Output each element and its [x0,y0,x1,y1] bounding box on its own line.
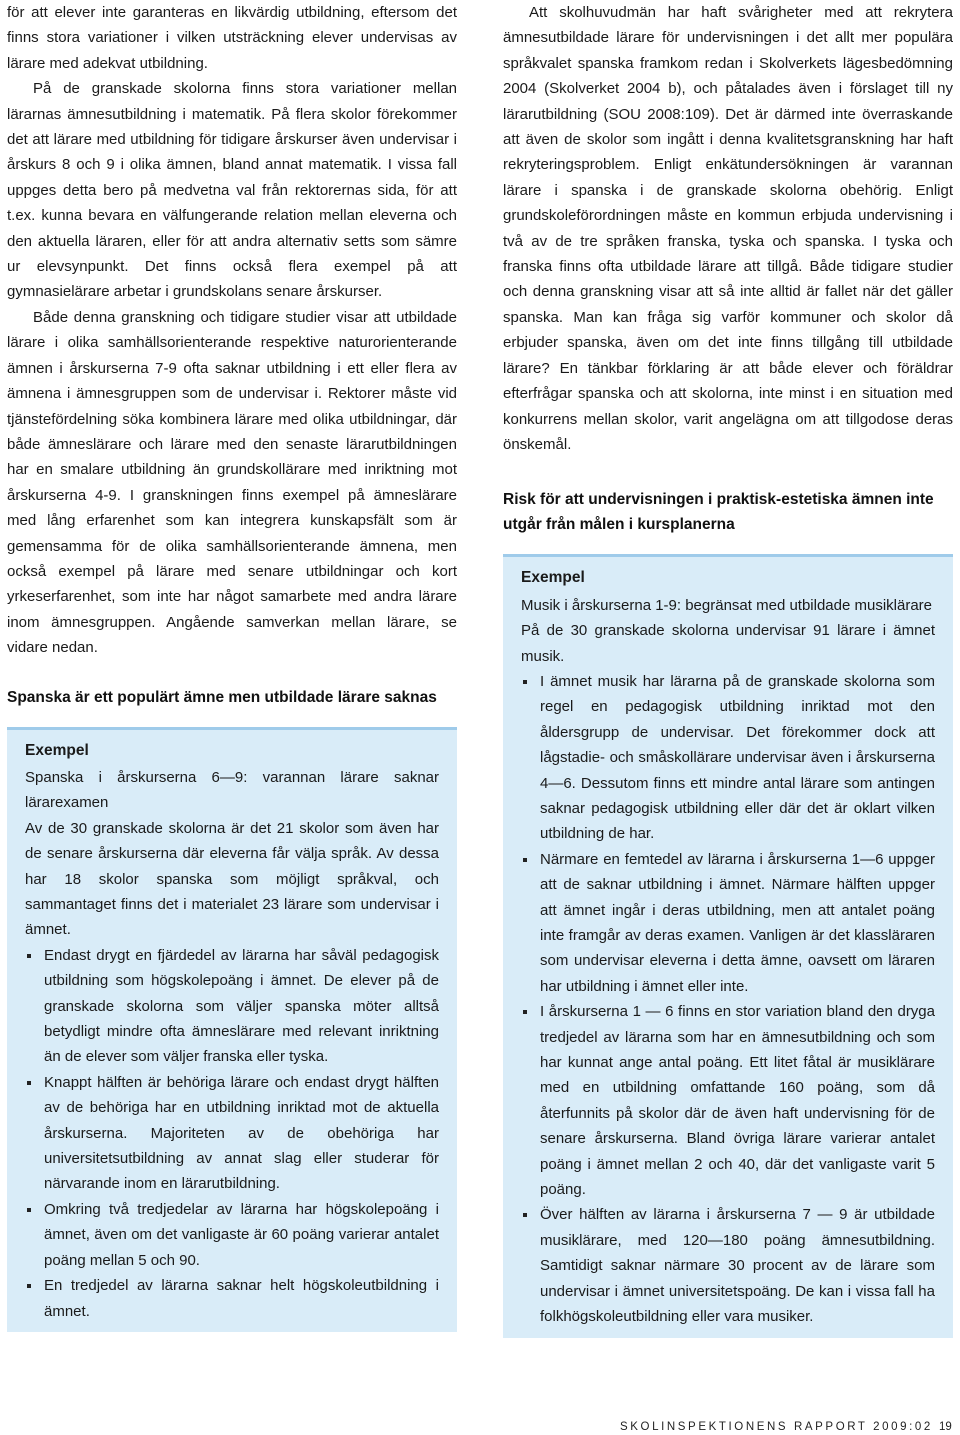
bullet-list [521,669,935,1330]
list-item: En tredjedel av lärarna saknar helt högskoleutbildning i ämnet. [25,1273,439,1324]
example-intro: Av de 30 granskade skolorna är det 21 skolor som även har de senare årskurserna där eleverna får välja språk. Av dessa har 18 skolor spanska som möjligt språkval, och sammantaget finns det i materialet 23 lärare som undervisar i ämnet. [25,819,439,939]
paragraph: Att skolhuvudmän har haft svårigheter med att rekrytera ämnesutbildade lärare för undervisningen i det allt mer populära språkvalet spanska framkom redan i Skolverkets lägesbedömning 2004 (Skolverket 2004 b), och påtalades även i förslaget till ny lärarutbildning (SOU 2008:109). Det är därmed inte överraskande att även de skolor som ingått i denna kvalitetsgranskning har haft rekryteringsproblem. Enligt enkätundersökningen är varannan lärare i spanska i de granskade skolorna obehörig. Enligt grundskoleförordningen måste en kommun erbjuda undervisning i två av de tre språken franska, tyska och spanska. I tyska och franska finns ofta utbildade lärare att tillgå. Både tidigare studier och denna granskning visar att så inte alltid är fallet när det gäller spanska. Man kan fråga sig varför kommuner och skolor då erbjuder spanska, även om det inte finns tillgång till utbildade lärare? En tänkbar förklaring är att både elever och föräldrar efterfrågar spanska och att skolorna, inte minst i en situation med konkurrens mellan skolor, varit angelägna om att tillgodose deras önskemål. [503,4,953,453]
example-label: Exempel [25,741,89,759]
section-heading: Spanska är ett populärt ämne men utbildade lärare saknas [7,688,437,706]
list-item: Knappt hälften är behöriga lärare och endast drygt hälften av de behöriga har en utbildning inriktad mot de aktuella årskurserna. Majoriteten av de obehöriga har universitetsutbildning av annat slag eller studerar för närvarande inom en lärarutbildning. [25,1070,439,1197]
list-item: Omkring två tredjedelar av lärarna har högskolepoäng i ämnet, även om det vanligaste är 60 poäng varierar antalet poäng mellan 5 och 90. [25,1197,439,1273]
paragraph: På de granskade skolorna finns stora variationer mellan lärarnas ämnesutbildning i matematik. På flera skolor förekommer det att lärare med utbildning för tidigare årskurser även undervisar i årskurs 8 och 9 i olika ämnen, bland annat matematik. I vissa fall uppges detta bero på medvetna val från rektorernas sida, för att t.ex. kunna bevara en välfungerande relation mellan eleverna och den aktuella läraren, eller för att andra alternativ setts som sämre ur elevsynpunkt. Det finns också flera exempel på att gymnasielärare arbetar i grundskolans senare årskurser. [7,80,457,301]
example-box [7,727,457,1332]
left-column [7,0,457,1332]
list-item: I årskurserna 1 — 6 finns en stor variation bland den dryga tredjedel av lärarna som har en ämnesutbildning och som har kunnat ange antal poäng. Ett litet fåtal är musiklärare med en utbildning omfattande 160 poäng, som då återfunnits på skolor där de även haft undervisning för de senare årskurserna. Bland övriga lärare varierar antalet poäng i ämnet mellan 2 och 40, där det vanligaste varit 5 poäng. [521,999,935,1202]
example-title: Spanska i årskurserna 6—9: varannan lärare saknar lärarexamen [25,768,439,812]
list-item: Närmare en femtedel av lärarna i årskurserna 1—6 uppger att de saknar utbildning i ämnet. Närmare hälften uppger att ämnet ingår i deras utbildning, men att antalet poäng inte framgår av deras examen. Vanligen är det klassläraren som undervisar eleverna i detta ämne, oavsett om läraren har utbildning i ämnet eller inte. [521,847,935,999]
list-item: Endast drygt en fjärdedel av lärarna har såväl pedagogisk utbildning som högskolepoäng i ämnet. De elever på de granskade skolorna som väljer spanska möter alltså betydligt mindre ofta ämneslärare med relevant inriktning än de elever som väljer franska eller tyska. [25,943,439,1070]
list-item: Över hälften av lärarna i årskurserna 7 — 9 är utbildade musiklärare, med 120—180 poäng ämnesutbildning. Samtidigt saknar närmare 30 procent av de lärare som undervisar i ämnet universitetspoäng. De kan i vissa fall ha folkhögskoleutbildning eller vara musiker. [521,1202,935,1329]
example-intro: På de 30 granskade skolorna undervisar 91 lärare i ämnet musik. [521,622,935,665]
paragraph: Både denna granskning och tidigare studier visar att utbildade lärare i olika samhällsorienterande respektive naturorienterande ämnen i årskurserna 7-9 ofta saknar utbildning i ett eller flera av ämnena i ämnesgruppen som de undervisar i. Rektorer måste vid tjänstefördelning söka kombinera lärare med olika utbildningar, där både ämneslärare och lärare med den senaste lärarutbildningen har en smalare utbildning än grundskollärare med inriktning mot årskurserna 4-9. I granskningen finns exempel på ämneslärare med lång erfarenhet som kan integrera kunskapsfält som är gemensamma för de olika samhällsorienterande ämnena, men också exempel på lärare med senare utbildningar och kort yrkeserfarenhet, som inte har något samarbete med andra lärare inom ämnesgruppen. Angående samverkan mellan lärare, se vidare nedan. [7,308,457,657]
example-box [503,554,953,1337]
example-label: Exempel [521,569,585,587]
list-item: I ämnet musik har lärarna på de granskade skolorna som regel en pedagogisk utbildning inriktad mot den åldersgrupp de undervisar. Det förekommer dock att lågstadie- och småskollärare undervisar även i årskurserna 4—6. Dessutom finns ett mindre antal lärare som antingen saknar pedagogisk utbildning eller där det är oklart vilken utbildning de har. [521,669,935,847]
report-footer: SKOLINSPEKTIONENS RAPPORT 2009:02 [620,1421,933,1433]
right-column [503,0,953,1338]
section-heading: Risk för att undervisningen i praktisk-estetiska ämnen inte utgår från målen i kursplanerna [503,491,934,534]
example-title: Musik i årskurserna 1-9: begränsat med utbildade musiklärare [521,596,933,614]
page-number: 19 [939,1421,952,1433]
bullet-list [25,943,439,1324]
paragraph: för att elever inte garanteras en likvärdig utbildning, eftersom det finns stora variationer i vilken utsträckning elever undervisas av lärare med adekvat utbildning. [7,4,457,72]
